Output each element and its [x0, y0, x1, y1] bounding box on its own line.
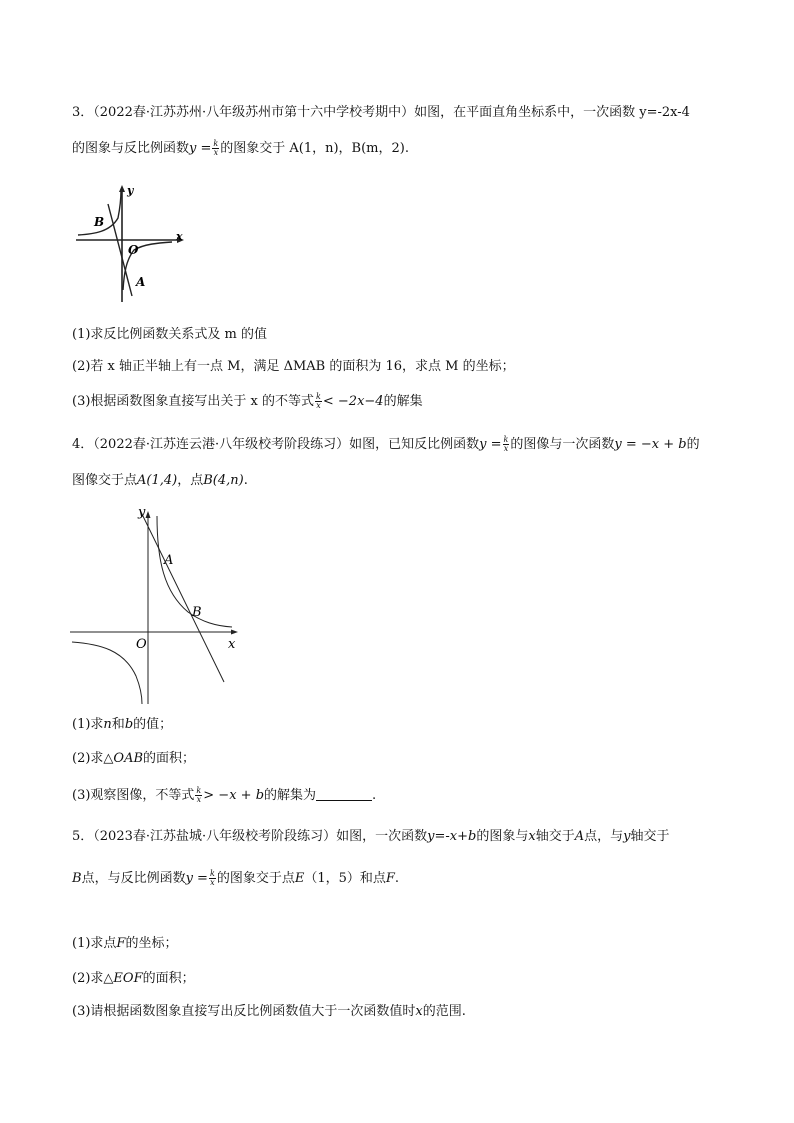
q4-p3-frac-den: x [196, 795, 202, 804]
q4-label-A: A [164, 553, 174, 568]
q5-source: （2023春·江苏盐城·八年级校考阶段练习） [93, 829, 337, 844]
q4-p2-triangle: OAB [113, 751, 144, 766]
q5-E-coord: （1，5）和点 [304, 871, 386, 886]
q5-p3-text-a: (3)请根据函数图象直接写出反比例函数值大于一次函数值时 [72, 1004, 416, 1019]
q3-label-A: A [136, 275, 146, 289]
q4-p1-and: 和 [111, 717, 125, 732]
q3-number: 3． [72, 105, 94, 120]
q5-x-var: x [528, 829, 536, 844]
q4-sep: ，点 [177, 473, 204, 488]
q3-part-3-text-b: 的解集 [383, 394, 423, 409]
q3-label-y: y [127, 184, 134, 197]
q4-label-O: O [136, 637, 147, 652]
q5-y-var: y [623, 829, 631, 844]
q5-stem-text-a4: 点，与 [584, 829, 624, 844]
q4-p3-text-a: (3)观察图像，不等式 [72, 788, 195, 803]
q3-part-3-fraction [315, 393, 322, 410]
q5-stem-line-2 [72, 870, 399, 888]
q4-stem-text-a1: 如图，已知反比例函数 [349, 437, 480, 452]
q4-part-1 [72, 716, 172, 734]
q5-point-E: E [294, 871, 305, 886]
q5-stem-line-1 [72, 828, 670, 846]
q3-source: （2022春·江苏苏州·八年级苏州市第十六中学校考期中） [93, 105, 415, 120]
q3-stem-line-1 [72, 104, 690, 122]
q3-figure [72, 178, 190, 306]
q3-func: y = [189, 141, 212, 156]
q4-label-y: y [138, 505, 146, 520]
q3-label-O: O [128, 243, 139, 257]
q4-number: 4． [72, 437, 94, 452]
q3-part-2: (2)若 x 轴正半轴上有一点 M，满足 ΔMAB 的面积为 16，求点 M 的坐标； [72, 359, 515, 374]
q3-stem-text-b1: 的图象与反比例函数 [72, 141, 190, 156]
q5-stem-text-a5: 轴交于 [630, 829, 670, 844]
q5-stem-text-a2: 的图象与 [476, 829, 529, 844]
q5-stem-text-b1: 点，与反比例函数 [81, 871, 186, 886]
q5-end: . [394, 871, 400, 886]
q4-stem-text-a3: 的 [686, 437, 700, 452]
q5-point-A: A [574, 829, 585, 844]
q3-label-B: B [94, 215, 105, 229]
q4-p1-text-a: (1)求 [72, 717, 104, 732]
q4-p3-text-b: 的解集为 [264, 788, 317, 803]
q4-label-x: x [228, 637, 236, 652]
q3-part-3 [72, 393, 423, 411]
q4-label-B: B [192, 605, 202, 620]
q4-p3-inequality: > −x + b [203, 788, 265, 803]
q4-frac-den: x [503, 444, 509, 453]
q4-linear-line [140, 510, 224, 682]
q4-y-arrow [146, 511, 151, 518]
q5-part-3 [72, 1003, 466, 1021]
q4-point-a: A(1,4) [137, 473, 178, 488]
q4-part-3 [72, 787, 376, 805]
q4-p1-n: n [103, 717, 112, 732]
q5-part-1 [72, 935, 177, 953]
q4-func: y = [479, 437, 502, 452]
q3-stem-text-b2: 的图象交于 A(1，n)，B(m，2). [220, 141, 409, 156]
q4-hyperbola-branch-left [72, 642, 142, 704]
q5-frac-num: k [209, 869, 215, 878]
q4-p3-fraction [195, 787, 202, 804]
q4-p3-end: . [372, 788, 377, 803]
q3-part-3-inequality: < −2x−4 [322, 394, 384, 409]
q5-func: y = [185, 871, 208, 886]
q5-p1-text-a: (1)求点 [72, 936, 117, 951]
q3-frac-den: x [213, 148, 219, 157]
q3-p3-frac-den: x [316, 401, 321, 410]
q4-stem-line-2 [72, 472, 248, 490]
q5-frac-den: x [210, 878, 215, 887]
q5-point-F: F [385, 871, 395, 886]
q4-point-b: B(4,n) [203, 473, 244, 488]
q4-stem-text-a2: 的图像与一次函数 [510, 437, 615, 452]
q4-stem-line-1 [72, 436, 700, 454]
q4-part-2 [72, 750, 195, 768]
q5-number: 5． [72, 829, 94, 844]
q3-part-3-text-a: (3)根据函数图象直接写出关于 x 的不等式 [72, 394, 315, 409]
q4-frac-num: k [503, 435, 509, 444]
q5-p3-x: x [415, 1004, 423, 1019]
q3-p3-frac-num: k [316, 392, 321, 401]
q4-stem-text-b: 图像交于点 [72, 473, 138, 488]
q3-part-1: (1)求反比例函数关系式及 m 的值 [72, 327, 268, 342]
q4-end: . [243, 473, 248, 488]
q4-source: （2022春·江苏连云港·八年级校考阶段练习） [93, 437, 350, 452]
q5-stem-text-a1: 如图，一次函数 [336, 829, 428, 844]
q5-p1-F: F [116, 936, 126, 951]
q3-y-arrow [119, 185, 125, 192]
q5-stem-text-b2: 的图象交于点 [216, 871, 295, 886]
q5-p2-triangle: EOF [113, 971, 143, 986]
q4-p1-b: b [124, 717, 134, 732]
q4-p2-text-a: (2)求△ [72, 751, 114, 766]
q4-p3-answer-blank[interactable] [316, 788, 372, 801]
q3-stem-line-2 [72, 140, 409, 158]
q4-linear: y = −x + b [614, 437, 687, 452]
q3-frac-num: k [213, 139, 219, 148]
q5-p1-text-b: 的坐标； [125, 936, 178, 951]
q4-p1-end: 的值； [133, 717, 173, 732]
q3-stem-text-a: 如图，在平面直角坐标系中，一次函数 y=-2x-4 [414, 105, 690, 120]
q5-p2-text-a: (2)求△ [72, 971, 114, 986]
q5-part-2 [72, 970, 195, 988]
q5-linear: y=-x+b [427, 829, 477, 844]
q5-fraction [209, 870, 216, 887]
q4-p2-text-b: 的面积； [143, 751, 196, 766]
q5-point-B: B [72, 871, 82, 886]
q5-p2-text-b: 的面积； [142, 971, 195, 986]
q4-p3-frac-num: k [196, 786, 202, 795]
q5-p3-text-b: 的范围. [422, 1004, 466, 1019]
q4-figure [66, 500, 244, 708]
q4-x-arrow [231, 630, 238, 635]
q5-stem-text-a3: 轴交于 [535, 829, 575, 844]
q4-fraction [503, 436, 510, 453]
q3-label-x: x [176, 230, 183, 243]
q3-fraction [212, 140, 219, 157]
